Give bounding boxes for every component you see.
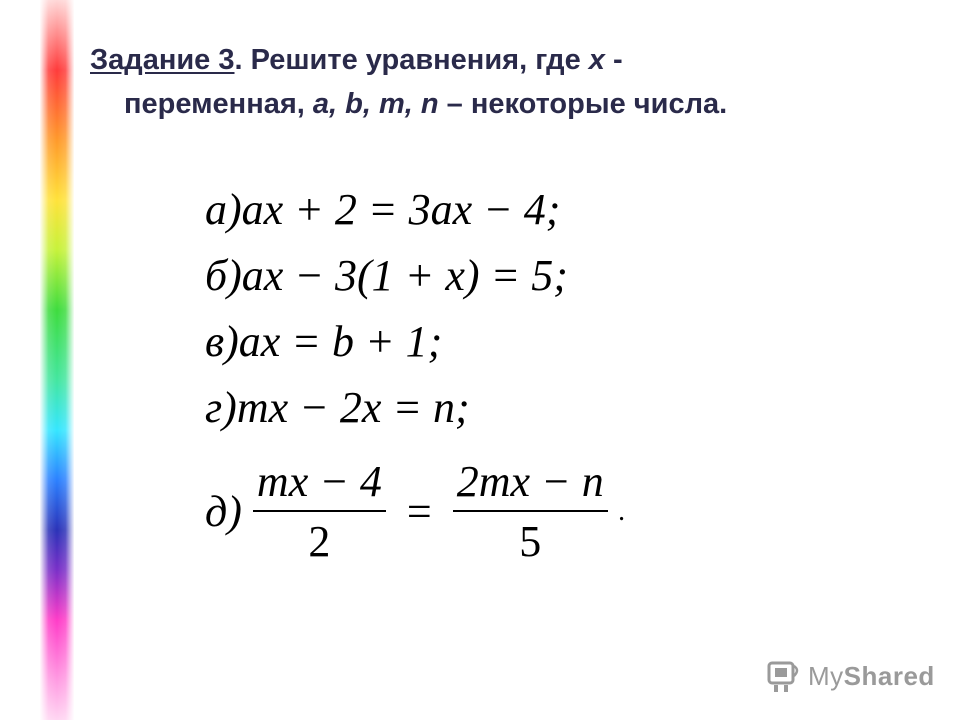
task-variable: x — [588, 44, 605, 76]
myshared-logo-icon — [766, 658, 802, 694]
equation-label: б) — [205, 251, 242, 300]
task-line2 — [90, 82, 910, 126]
equation-a — [205, 186, 560, 234]
task-text-part2: - — [604, 44, 623, 76]
wordmark-suffix: Shared — [843, 660, 935, 691]
equals-sign: = — [406, 487, 432, 536]
equation-expr: ax − 3(1 + x) = 5; — [241, 251, 568, 300]
equation-v — [205, 318, 442, 366]
task-number: Задание 3 — [90, 44, 235, 76]
equation-expr: ax = b + 1; — [238, 317, 443, 366]
equation-label: д) — [205, 487, 242, 536]
task-text-part4: – некоторые числа. — [438, 88, 728, 120]
fraction-left-numerator: mx − 4 — [253, 458, 386, 512]
rainbow-stripe — [40, 0, 74, 720]
wordmark-prefix: My — [808, 660, 844, 691]
task-params: a, b, m, n — [312, 88, 439, 120]
equation-label: г) — [205, 383, 237, 432]
fraction-left — [253, 458, 386, 566]
fraction-right-numerator: 2mx − n — [453, 458, 608, 512]
fraction-right — [453, 458, 608, 566]
task-text-part1: . Решите уравнения, где — [234, 44, 589, 76]
fraction-left-denominator: 2 — [308, 517, 331, 566]
equation-expr: ax + 2 = 3ax − 4; — [241, 185, 561, 234]
task-heading — [90, 38, 910, 126]
equation-label: а) — [205, 185, 242, 234]
equation-expr: mx − 2x = n; — [236, 383, 470, 432]
equation-label: в) — [205, 317, 239, 366]
task-text-part3: переменная, — [124, 88, 313, 120]
equation-b — [205, 252, 568, 300]
equation-g — [205, 384, 470, 432]
equation-d — [205, 458, 626, 566]
equation-end-period: . — [618, 496, 626, 527]
fraction-right-denominator: 5 — [519, 517, 542, 566]
myshared-wordmark — [808, 661, 935, 692]
myshared-watermark — [766, 656, 935, 696]
